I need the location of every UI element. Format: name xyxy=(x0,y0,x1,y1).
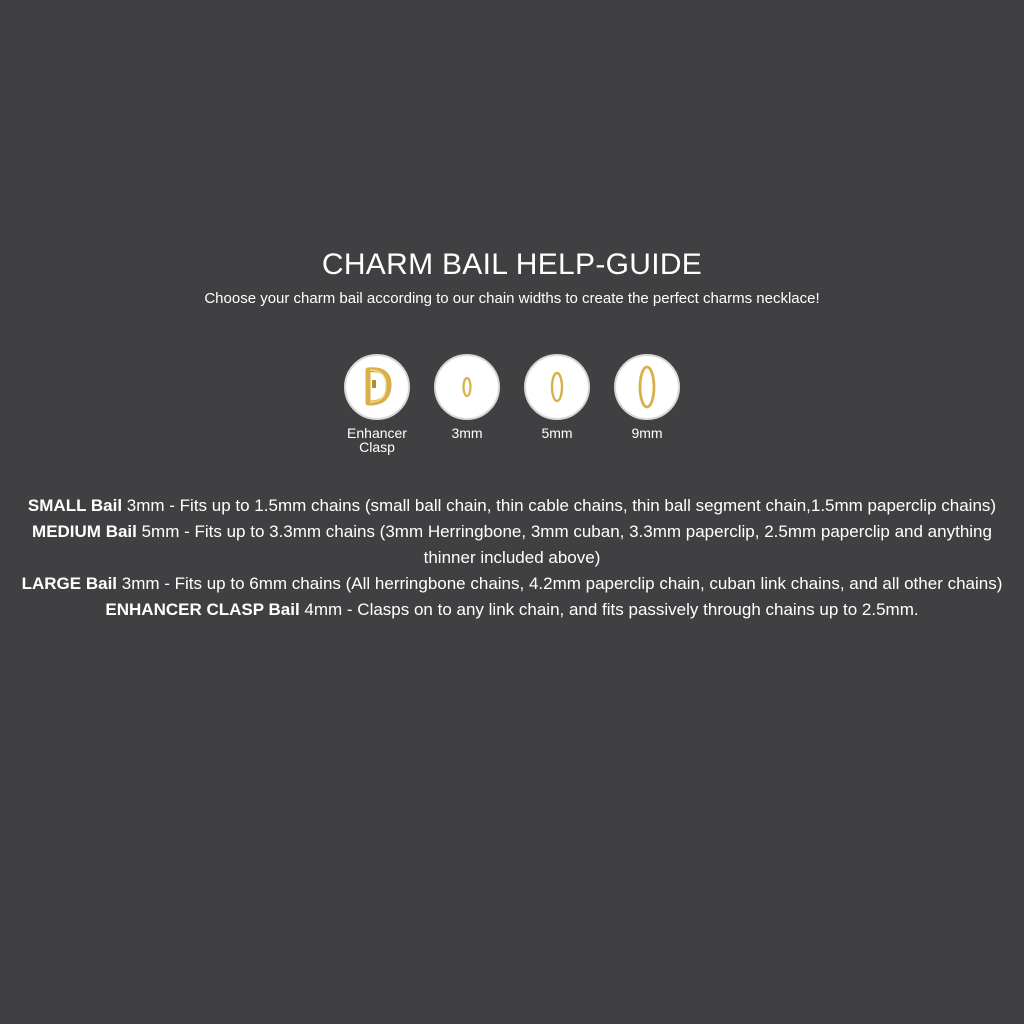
bail-option-5mm xyxy=(517,354,597,440)
info-text: 4mm - Clasps on to any link chain, and fits passively through chains up to 2.5mm. xyxy=(299,600,919,619)
bail-size-info xyxy=(20,493,1004,623)
bail-ring-9mm-icon xyxy=(614,354,680,420)
bail-ring-5mm-icon xyxy=(524,354,590,420)
page-subtitle: Choose your charm bail according to our chain widths to create the perfect charms necklace! xyxy=(204,290,820,307)
bail-label: 5mm xyxy=(541,425,573,441)
info-medium-bail xyxy=(20,519,1004,571)
info-enhancer-clasp-bail xyxy=(20,597,1004,623)
bail-option-3mm xyxy=(427,354,507,440)
bail-label: Enhancer Clasp xyxy=(347,425,407,455)
enhancer-clasp-icon xyxy=(344,354,410,420)
info-heading: SMALL Bail xyxy=(27,496,123,515)
page-title: CHARM BAIL HELP-GUIDE xyxy=(321,248,703,281)
bail-option-enhancer-clasp xyxy=(337,354,417,454)
bail-label: 3mm xyxy=(451,425,483,441)
bail-label: 9mm xyxy=(631,425,663,441)
info-heading: ENHANCER CLASP Bail xyxy=(105,600,300,619)
bail-option-9mm xyxy=(607,354,687,440)
info-text: 5mm - Fits up to 3.3mm chains (3mm Herringbone, 3mm cuban, 3.3mm paperclip, 2.5mm paperclip and anything thinner included above) xyxy=(136,522,992,567)
bail-options xyxy=(0,354,1024,464)
info-heading: MEDIUM Bail xyxy=(32,522,137,541)
info-text: 3mm - Fits up to 1.5mm chains (small ball chain, thin cable chains, thin ball segment chain,1.5mm paperclip chains) xyxy=(122,496,997,515)
info-heading: LARGE Bail xyxy=(21,574,118,593)
info-text: 3mm - Fits up to 6mm chains (All herringbone chains, 4.2mm paperclip chain, cuban link chains, and all other chains) xyxy=(117,574,1003,593)
bail-ring-3mm-icon xyxy=(434,354,500,420)
info-small-bail xyxy=(20,493,1004,519)
info-large-bail xyxy=(20,571,1004,597)
